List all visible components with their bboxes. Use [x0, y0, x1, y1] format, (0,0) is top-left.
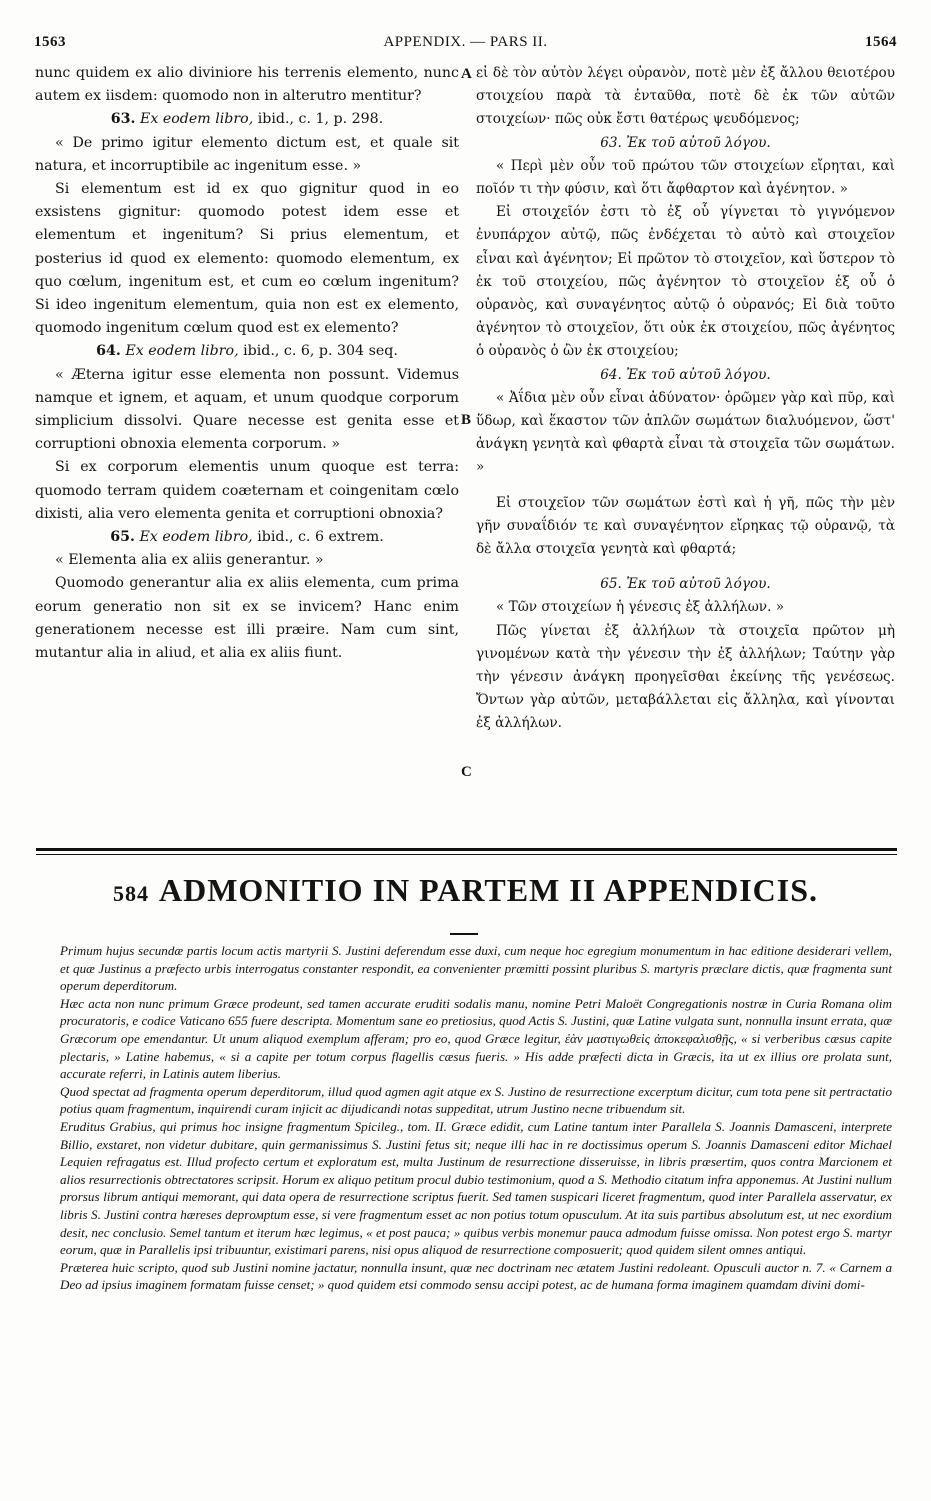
fragment-source: Ex eodem libro,: [139, 529, 253, 546]
fragment-number: 65.: [110, 529, 135, 546]
latin-paragraph: Quomodo generantur alia ex aliis elementa, cum prima eorum generatio non sit ex se invicem? Hanc enim generationem necesse est illi præire. Nam cum sint, mutantur alia in aliud, et alia ex aliis fiunt.: [35, 575, 459, 662]
greek-heading-64: [476, 364, 895, 387]
spacer: [476, 480, 895, 492]
fragment-source: Ex eodem libro,: [139, 111, 254, 128]
section-number: 584: [113, 881, 149, 906]
admonitio-paragraph: Eruditus Grabius, qui primus hoc insigne fragmentum Spicileg., tom. II. Græce edidit, cum Latine tantum inter Parallela S. Joannis Damasceni, interprete Billio, exstaret, non videtur dubitare, quin germanissimus S. Justini fetus sit; neque illi hac in re doctissimus operum S. Joannis Damasceni editor Michael Lequien refragatus est. Illud profecto certum et exploratum est, multa Justinum de resurrectione disseruisse, in libris præsertim, quos contra Marcionem et alios resurrectionis obtrectatores scripsit. Horum ex aliquo petitum procul dubio testimonium, quod a S. Methodio citatum infra apponemus. At Justini nullum prorsus librum antiqui memorant, qui data opera de resurrectione scriptus fuerit. Sed tamen suspicari liceret fragmentum, quod inter Parallela asservatur, ex libris S. Justini contra hæreses deprомptum esse, si vere fragmentum esset ac non potius totum opusculum. At ita suis partibus absolutum est, ut nec exordium desit, nec conclusio. Semel tantum et iterum hæc legimus, « et post pauca; » quibus verbis monemur pauca admodum fuisse omissa. Non potest ergo S. martyr eorum, quæ in Parallelis ipsi tribuuntur, existimari parens, nisi opus aliquod de resurrectione composuerit; quod quidem silent omnes antiqui.: [60, 1118, 892, 1258]
greek-heading-text: 63. Ἐκ τοῦ αὐτοῦ λόγου.: [600, 134, 771, 151]
greek-column: [476, 62, 895, 736]
greek-heading-text: 64. Ἐκ τοῦ αὐτοῦ λόγου.: [600, 366, 771, 383]
admonitio-paragraph: Hæc acta non nunc primum Græce prodeunt, sed tamen accurate eruditi sodalis manu, nomine Petri Maloët Congregationis nostræ in Curia Romana olim procuratoris, e codice Vaticano 655 fuere descripta. Momentum sane eo pretiosius, quod Actis S. Justini, quæ Latine vulgata sunt, nonnulla insunt errata, quæ Græcorum ope emendantur. Ut unum aliquod exemplum afferam; pro eo, quod Græce legitur, ἐὰν μαστιγωθεὶς ἀποκεφαλισθῇς, « si verberibus cæsus capite plectaris, » Latine habemus, « si a capite per totum corpus flagellis cæsus fueris. » His adde præfecti dicta in Græcis, ita ut ex illius ore prolata sunt, accurate referri, in Latinis autem liberius.: [60, 995, 892, 1082]
latin-paragraph: Si ex corporum elementis unum quoque est terra: quomodo terram quidem coæternam et coingenitam cœlo dixisti, alia vero elementa genita et corruptioni obnoxia?: [35, 459, 459, 522]
section-rule: [36, 848, 897, 851]
fragment-reference: ibid., c. 1, p. 298.: [257, 111, 384, 128]
admonitio-paragraph: Quod spectat ad fragmenta operum deperditorum, illud quod agmen agit atque ex S. Justino de resurrectione excerptum dicitur, cum tota pene sit pertractatio potius quam fragmentum, inquirendi curam injicit ac dijudicandi notas suppeditat, utrum Justino necne tribuendum sit.: [60, 1083, 892, 1117]
fragment-number: 63.: [110, 111, 136, 128]
admonitio-body: [60, 942, 892, 1294]
greek-quotation: « Τῶν στοιχείων ἡ γένεσις ἐξ ἀλλήλων. »: [496, 599, 785, 616]
section-heading: ADMONITIO IN PARTEM II APPENDICIS.: [159, 872, 818, 908]
running-header: [34, 34, 897, 58]
fragment-heading-64: [35, 340, 459, 363]
latin-column: [35, 62, 459, 665]
fragment-number: 64.: [96, 343, 121, 360]
right-page-number: 1564: [865, 34, 897, 50]
latin-quotation: « De primo igitur elemento dictum est, et quale sit natura, et incorruptibile ac ingenitum esse. »: [35, 134, 459, 174]
greek-quotation: « Περὶ μὲν οὖν τοῦ πρώτου τῶν στοιχείων εἴρηται, καὶ ποῖόν τι τὴν φύσιν, καὶ ὅτι ἄφθαρτον καὶ ἀγένητον. »: [476, 157, 895, 198]
latin-quotation: « Æterna igitur esse elementa non possunt. Videmus namque et ignem, et aquam, et unum quodque corporum simplicium dissolvi. Quare necesse est genita esse et corruptioni obnoxia elementa corporum. »: [35, 366, 459, 453]
greek-heading-63: [476, 132, 895, 155]
fragment-source: Ex eodem libro,: [125, 343, 239, 360]
fragment-reference: ibid., c. 6, p. 304 seq.: [243, 343, 398, 360]
greek-quotation: « Ἀΐδια μὲν οὖν εἶναι ἀδύνατον· ὁρῶμεν γὰρ καὶ πῦρ, καὶ ὕδωρ, καὶ ἕκαστον τῶν ἁπλῶν σωμάτων διαλυόμενον, ὥστ' ἀνάγκη γενητὰ καὶ φθαρτὰ εἶναι τὰ στοιχεῖα τῶν σωμάτων. »: [476, 389, 895, 476]
latin-quotation: « Elementa alia ex aliis generantur. »: [55, 552, 324, 569]
greek-paragraph: Εἰ στοιχεῖόν ἐστι τὸ ἐξ οὗ γίγνεται τὸ γιγνόμενον ἐνυπάρχον αὐτῷ, πῶς ἐνδέχεται τὸ αὐτὸ καὶ στοιχεῖον εἶναι καὶ ἀγένητον; Εἰ πρῶτον τὸ στοιχεῖον, καὶ ὕστερον τὸ ἐκ τοῦ στοιχείου, πῶς ἀγένητον τὸ στοιχεῖον ἐξ οὗ ὁ οὐρανὸς, καὶ συναγένητος αὐτῷ ὁ οὐρανός; Εἰ διὰ τοῦτο ἀγένητον τὸ στοιχεῖον, ὅτι οὐκ ἐκ στοιχείου, πῶς ἀγένητος ὁ οὐρανὸς ὁ ὢν ἐκ στοιχείου;: [476, 204, 895, 360]
section-rule-thin: [36, 854, 897, 855]
left-page-number: 1563: [34, 34, 66, 50]
latin-paragraph: Si elementum est id ex quo gignitur quod in eo exsistens gignitur: quomodo potest idem esse et elementum et ingenitum? Si prius elementum, et posterius id quod ex elemento: quomodo elementum, ex quo cœlum, ingenitum est, et cum eo cœlum ingenitum? Si ideo ingenitum elementum, quia non est ex elemento, quomodo ingenitum cœlum quod est ex elemento?: [35, 181, 459, 337]
admonitio-paragraph: Primum hujus secundæ partis locum actis martyrii S. Justini deferendum esse duxi, cum neque hoc egregium monumentum in hac editione desiderari vellem, et quæ Justinus a præfecto urbis interrogatus constanter respondit, ea convenienter præmitti possint pluribus S. martyris præclare dictis, quæ fragmenta sunt operum deperditorum.: [60, 943, 892, 994]
greek-heading-text: 65. Ἐκ τοῦ αὐτοῦ λόγου.: [600, 576, 771, 593]
greek-paragraph: Πῶς γίνεται ἐξ ἀλλήλων τὰ στοιχεῖα πρῶτον μὴ γινομένων κατὰ τὴν γένεσιν τὴν ἐξ ἀλλήλων; Ταύτην γὰρ τὴν γένεσιν ἀνάγκη προηγεῖσθαι ἐκείνης τῆς γενέσεως. Ὄντων γὰρ αὐτῶν, μεταβάλλεται εἰς ἄλληλα, καὶ γίνονται ἐξ ἀλλήλων.: [476, 622, 895, 732]
spacer: [476, 561, 895, 573]
latin-paragraph: nunc quidem ex alio diviniore his terrenis elemento, nunc autem ex iisdem: quomodo non in alterutro mentitur?: [35, 65, 459, 105]
greek-paragraph: εἰ δὲ τὸν αὐτὸν λέγει οὐρανὸν, ποτὲ μὲν ἐξ ἄλλου θειοτέρου στοιχείου παρὰ τὰ ἐνταῦθα, ποτὲ δὲ ἐκ τῶν αὐτῶν στοιχείων· πῶς οὐκ ἔστι θατέρως ψευδόμενος;: [476, 65, 895, 128]
margin-marker-b: B: [461, 412, 472, 428]
margin-marker-a: A: [461, 66, 472, 82]
admonitio-paragraph: Præterea huic scripto, quod sub Justini nomine jactatur, nonnulla insunt, quæ nec doctrinam nec ætatem Justini redoleant. Opusculi auctor n. 7. « Carnem a Deo ad ipsius imaginem formatam fuisse censet; » quod quidem etsi commodo sensu accipi potest, ac de humana forma imaginem quamdam divini domi-: [60, 1259, 892, 1293]
greek-paragraph: Εἰ στοιχεῖον τῶν σωμάτων ἐστὶ καὶ ἡ γῆ, πῶς τὴν μὲν γῆν συναΐδιόν τε καὶ συναγένητον εἴρηκας τῷ οὐρανῷ, τὰ δὲ ἄλλα στοιχεῖα γενητὰ καὶ φθαρτά;: [476, 494, 895, 558]
margin-marker-c: C: [461, 764, 472, 780]
running-title: APPENDIX. — PARS II.: [383, 34, 548, 50]
section-title: [0, 872, 931, 909]
fragment-reference: ibid., c. 6 extrem.: [257, 529, 384, 546]
title-dash: [450, 933, 478, 935]
greek-heading-65: [476, 573, 895, 596]
fragment-heading-65: [35, 526, 459, 549]
fragment-heading-63: [35, 108, 459, 131]
